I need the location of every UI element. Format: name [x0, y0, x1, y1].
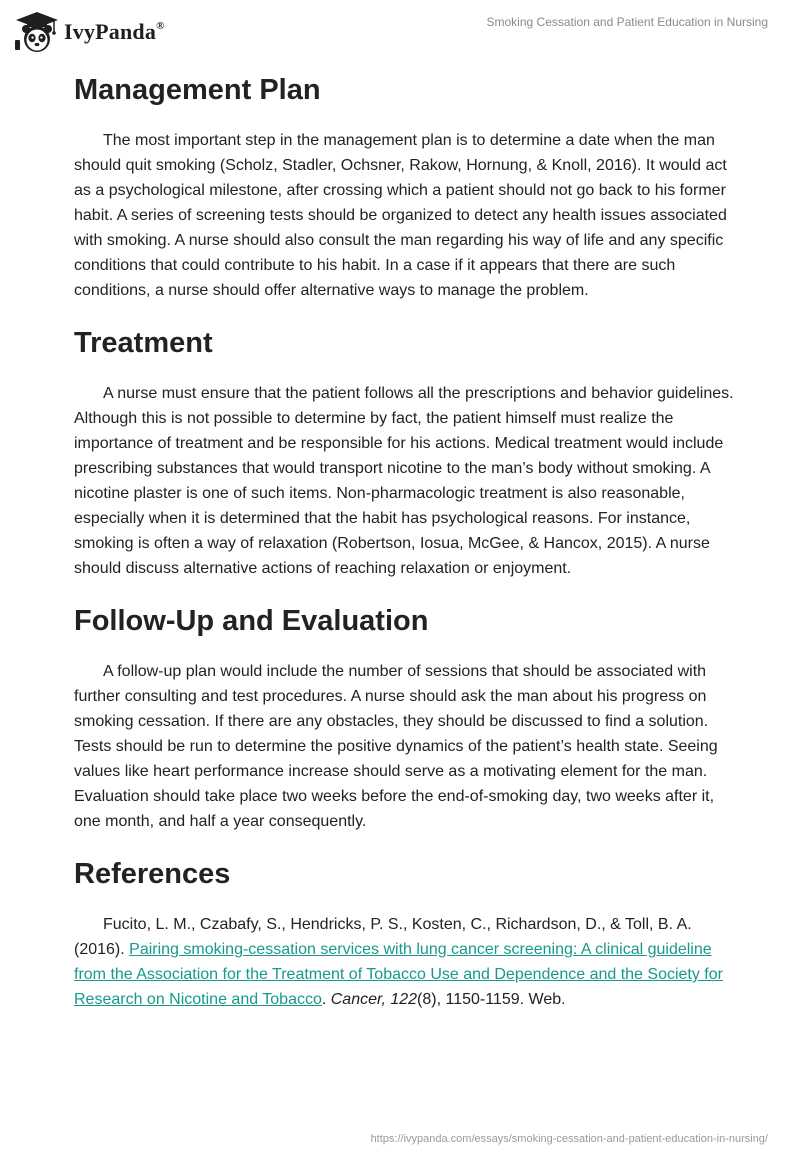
- reference-issue-pages: (8), 1150-1159. Web.: [417, 991, 566, 1008]
- document-title: Smoking Cessation and Patient Education in Nursing: [486, 15, 768, 29]
- page-header: [0, 0, 800, 62]
- reference-journal: Cancer, 122: [330, 991, 418, 1008]
- reference-entry: [74, 912, 734, 1012]
- section-paragraph: The most important step in the management plan is to determine a date when the man should quit smoking (Scholz, Stadler, Ochsner, Rakow, Hornung, & Knoll, 2016). It would act as a psychological milestone, after crossing which a patient should not go back to his former habit. A series of screening tests should be organized to detect any health issues associated with smoking. A nurse should also consult the man regarding his way of life and any specific conditions that could contribute to his habit. In a case if it appears that there are such conditions, a nurse should offer alternative ways to manage the problem.: [74, 132, 727, 299]
- ivypanda-logo[interactable]: [14, 10, 165, 54]
- section-heading: Follow-Up and Evaluation: [74, 605, 429, 637]
- reference-authors: Fucito, L. M., Czabafy, S., Hendricks, P. S., Kosten, C., Richardson, D., & Toll, B. A. (2016).: [74, 916, 692, 958]
- section-references: [74, 852, 734, 1012]
- section-heading: Management Plan: [74, 74, 321, 106]
- logo-wordmark: IvyPanda®: [64, 19, 165, 44]
- essay-content: [74, 68, 734, 1030]
- footer-url[interactable]: https://ivypanda.com/essays/smoking-cessation-and-patient-education-in-nursing/: [370, 1133, 768, 1145]
- section-paragraph: A follow-up plan would include the number of sessions that should be associated with further consulting and test procedures. A nurse should ask the man about his progress on smoking cessation. If there are any obstacles, they should be discussed to find a solution. Tests should be run to determine the positive dynamics of the patient’s health state. Seeing values like heart performance increase should serve as a motivating element for the man. Evaluation should take place two weeks before the end-of-smoking day, two weeks after it, one month, and half a year consequently.: [74, 663, 718, 830]
- reference-separator: .: [321, 991, 331, 1008]
- panda-graduate-icon: [14, 10, 60, 54]
- section-management-plan: [74, 68, 734, 303]
- section-treatment: [74, 321, 734, 581]
- section-follow-up: [74, 599, 734, 834]
- section-heading: Treatment: [74, 327, 213, 359]
- section-paragraph: A nurse must ensure that the patient follows all the prescriptions and behavior guidelines. Although this is not possible to determine by fact, the patient himself must realize the importance of treatment and be responsible for his actions. Medical treatment would include prescribing substances that would transport nicotine to the man’s body without smoking. A nicotine plaster is one of such items. Non-pharmacologic treatment is also reasonable, especially when it is determined that the habit has psychological reasons. For instance, smoking is often a way of relaxation (Robertson, Iosua, McGee, & Hancox, 2015). A nurse should discuss alternative actions of reaching relaxation or enjoyment.: [74, 385, 734, 577]
- reference-title-link[interactable]: Pairing smoking-cessation services with lung cancer screening: A clinical guideline from the Association for the Treatment of Tobacco Use and Dependence and the Society for Research on Nicotine and Tobacco: [74, 941, 723, 1008]
- references-heading: References: [74, 858, 231, 890]
